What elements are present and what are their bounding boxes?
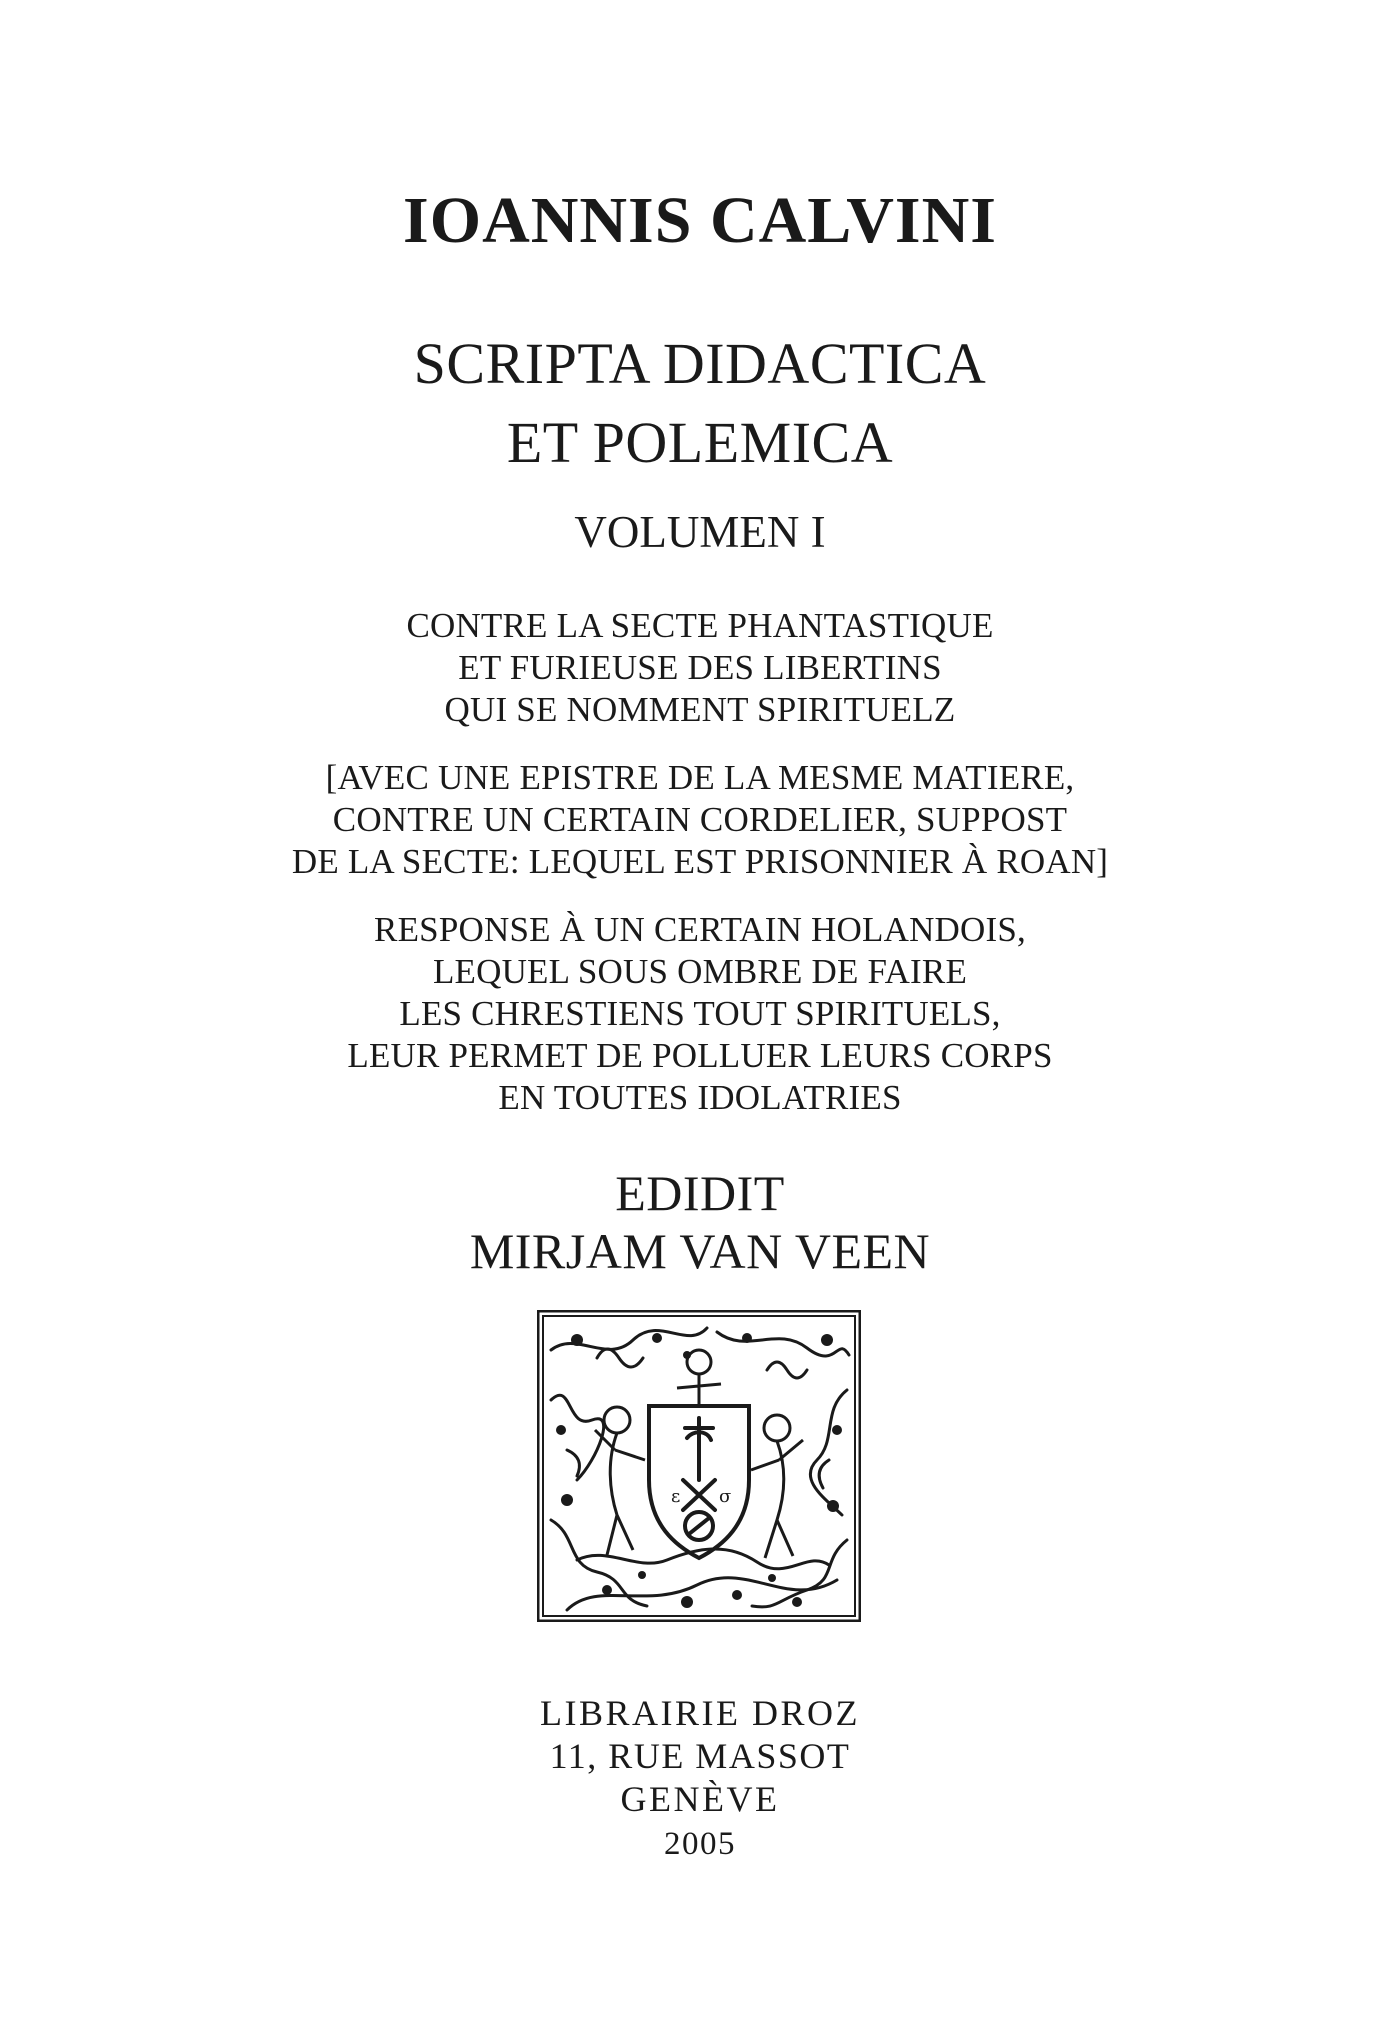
editor-label: EDIDIT: [615, 1165, 785, 1221]
work-3-line-5: EN TOUTES IDOLATRIES: [498, 1078, 902, 1117]
printer-mark-woodcut-icon: [537, 1310, 861, 1622]
work-3-line-4: LEUR PERMET DE POLLUER LEURS CORPS: [347, 1036, 1053, 1075]
publisher-address: 11, RUE MASSOT: [549, 1736, 851, 1776]
work-2-line-2: CONTRE UN CERTAIN CORDELIER, SUPPOST: [332, 800, 1068, 839]
title-line-1: SCRIPTA DIDACTICA: [413, 331, 987, 396]
work-3-line-3: LES CHRESTIENS TOUT SPIRITUELS,: [399, 994, 1001, 1033]
author-name: IOANNIS CALVINI: [403, 184, 997, 257]
work-1-line-3: QUI SE NOMMENT SPIRITUELZ: [444, 690, 956, 729]
svg-text:ε: ε: [671, 1486, 681, 1507]
work-3-line-2: LEQUEL SOUS OMBRE DE FAIRE: [432, 952, 968, 991]
volume-label: VOLUMEN I: [574, 507, 826, 557]
editor-name: MIRJAM VAN VEEN: [469, 1223, 931, 1279]
work-1-line-2: ET FURIEUSE DES LIBERTINS: [458, 648, 942, 687]
publication-year: 2005: [664, 1826, 736, 1862]
work-2-line-3: DE LA SECTE: LEQUEL EST PRISONNIER À ROAN]: [291, 842, 1109, 881]
work-1-line-1: CONTRE LA SECTE PHANTASTIQUE: [406, 606, 994, 645]
publisher-city: GENÈVE: [620, 1779, 780, 1819]
work-2-line-1: [AVEC UNE EPISTRE DE LA MESME MATIERE,: [325, 758, 1075, 797]
work-3-line-1: RESPONSE À UN CERTAIN HOLANDOIS,: [374, 910, 1026, 949]
title-line-2: ET POLEMICA: [506, 410, 894, 475]
publisher-name: LIBRAIRIE DROZ: [540, 1693, 860, 1733]
svg-text:σ: σ: [719, 1486, 732, 1507]
